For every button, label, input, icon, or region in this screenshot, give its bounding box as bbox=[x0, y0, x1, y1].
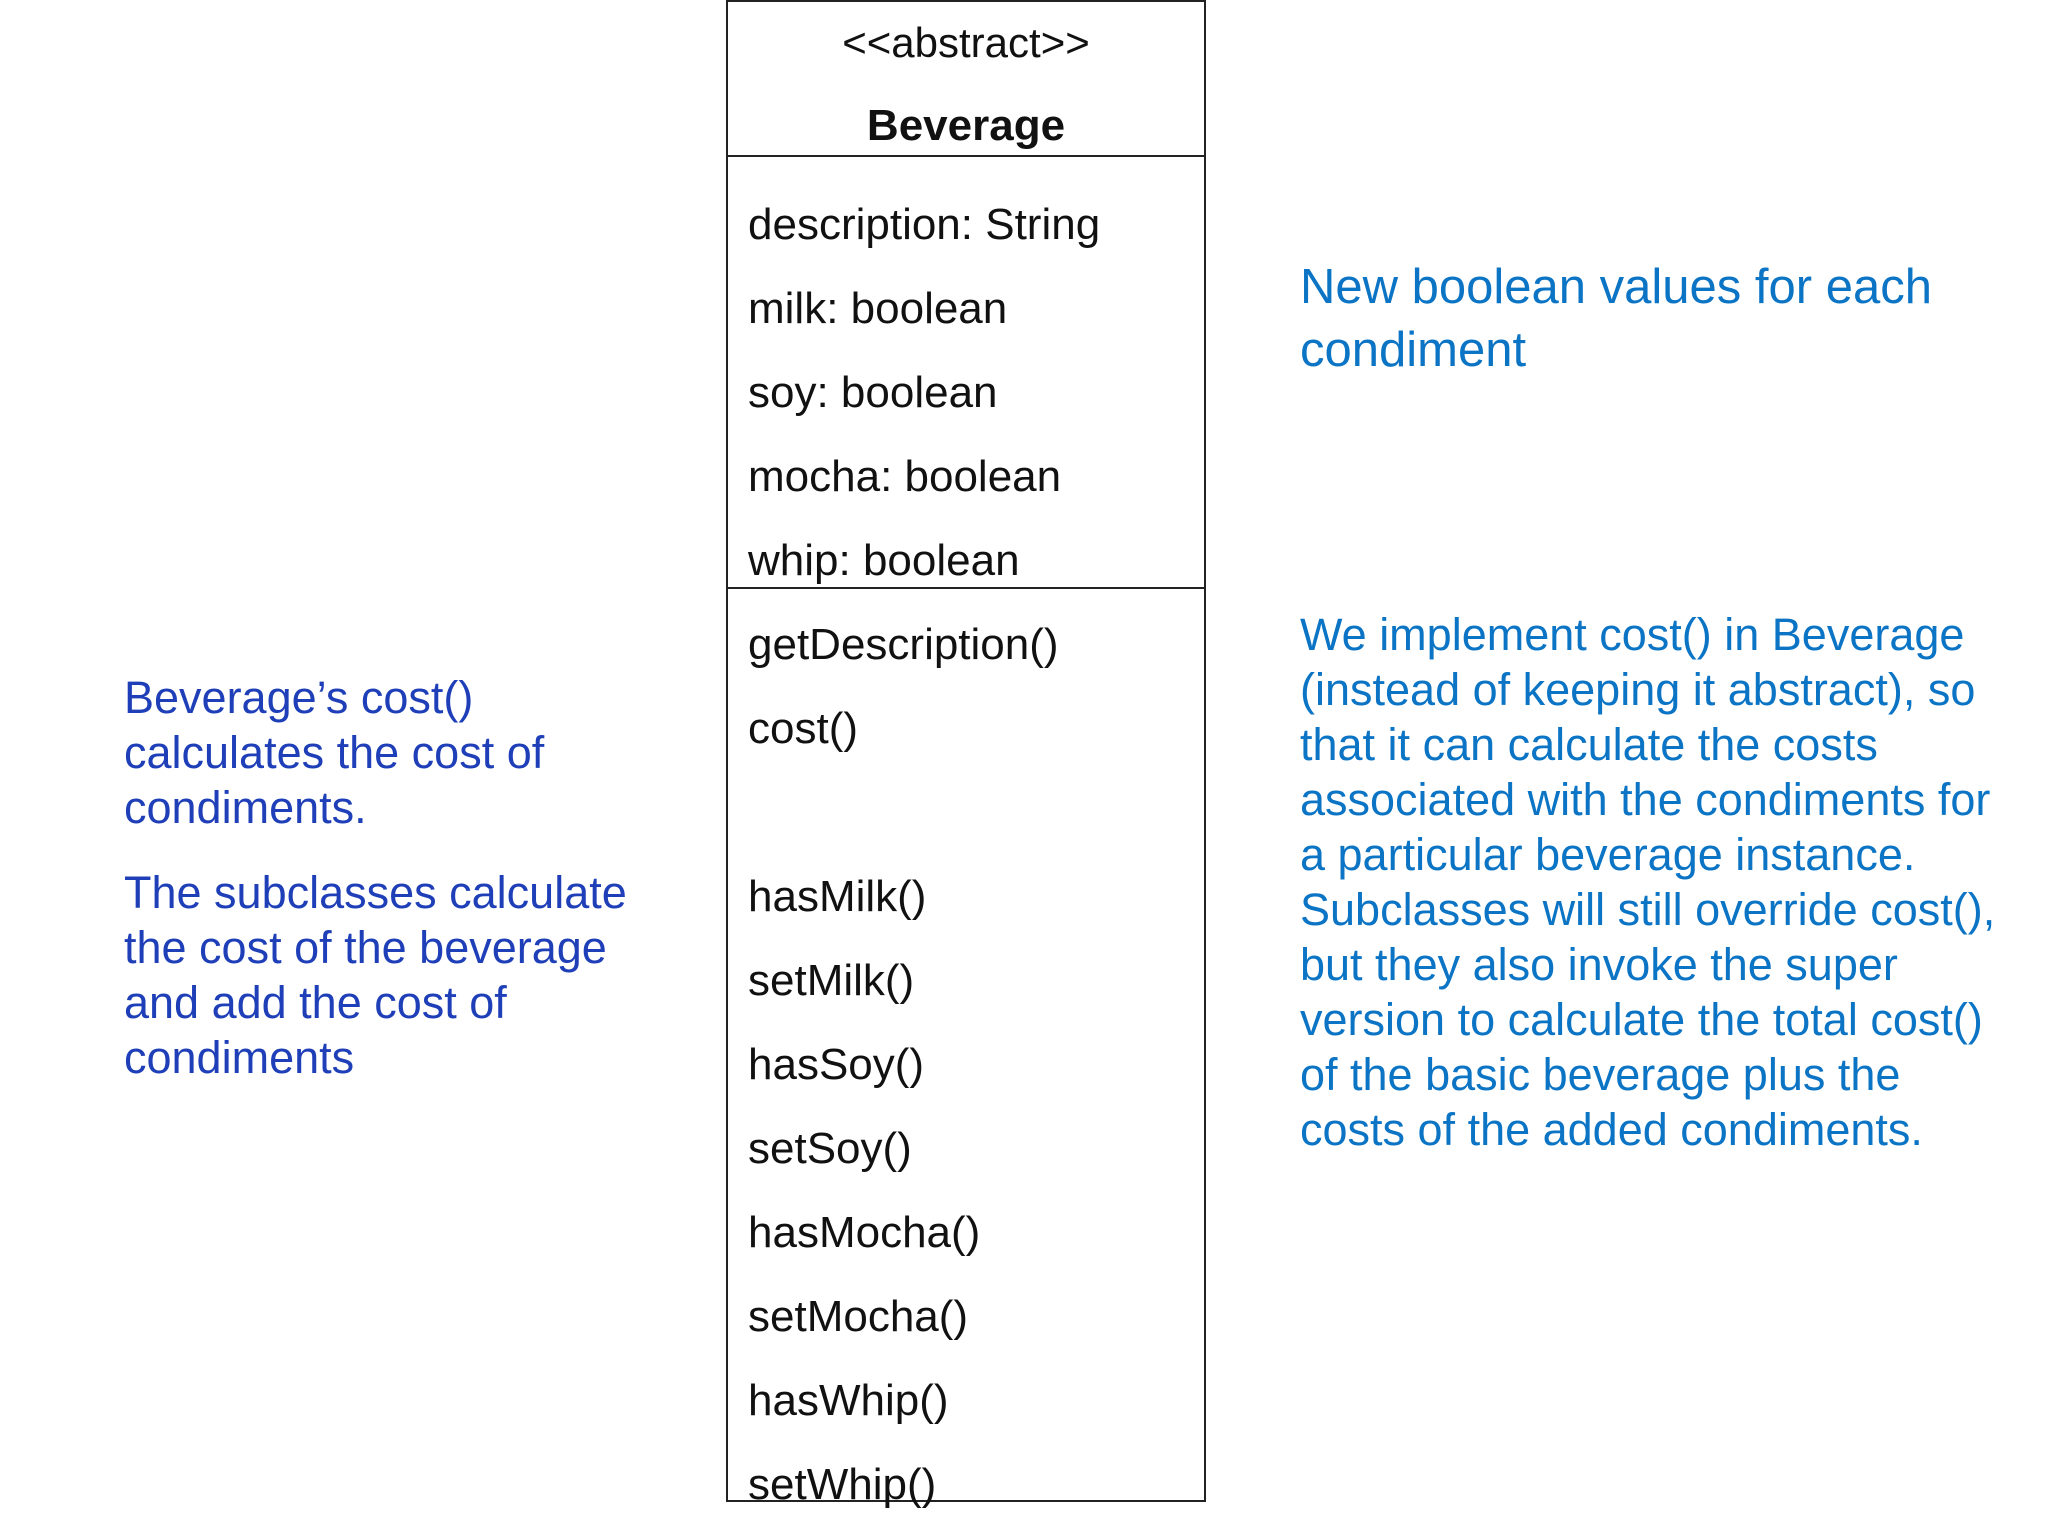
attribute-soy: soy: boolean bbox=[748, 368, 998, 417]
beverage-class-box bbox=[726, 0, 1206, 1509]
note-boolean-values: New boolean values for each condiment bbox=[1300, 260, 1932, 377]
class-name: Beverage bbox=[866, 101, 1066, 150]
attribute-description: description: String bbox=[748, 200, 1101, 249]
method-set-soy: setSoy() bbox=[748, 1124, 912, 1173]
method-set-mocha: setMocha() bbox=[748, 1292, 969, 1341]
note-subclasses-cost: The subclasses calculate the cost of the beverage and add the cost of condiments bbox=[124, 867, 627, 1083]
method-set-whip: setWhip() bbox=[748, 1460, 937, 1509]
methods-section bbox=[728, 589, 1204, 1527]
method-set-milk: setMilk() bbox=[748, 956, 915, 1005]
note-cost-implementation: We implement cost() in Beverage (instead of keeping it abstract), so that it can calculate the costs associated with the condiments for a particular beverage instance. Subclasses will still override cost(), but they also invoke the super version to calculate the total cost() of the basic beverage plus the costs of the added condiments. bbox=[1300, 609, 1996, 1155]
method-has-soy: hasSoy() bbox=[748, 1040, 925, 1089]
method-get-description: getDescription() bbox=[748, 620, 1059, 669]
methods-spacer bbox=[728, 771, 1204, 855]
method-cost: cost() bbox=[748, 704, 858, 753]
method-has-milk: hasMilk() bbox=[748, 872, 927, 921]
attribute-whip: whip: boolean bbox=[748, 536, 1020, 585]
class-stereotype: <<abstract>> bbox=[842, 19, 1090, 66]
attribute-milk: milk: boolean bbox=[748, 284, 1008, 333]
attributes-section bbox=[728, 157, 1204, 589]
class-header bbox=[728, 2, 1204, 157]
note-beverage-cost: Beverage’s cost() calculates the cost of condiments. bbox=[124, 672, 545, 833]
attribute-mocha: mocha: boolean bbox=[748, 452, 1062, 501]
method-has-whip: hasWhip() bbox=[748, 1376, 949, 1425]
method-has-mocha: hasMocha() bbox=[748, 1208, 981, 1257]
